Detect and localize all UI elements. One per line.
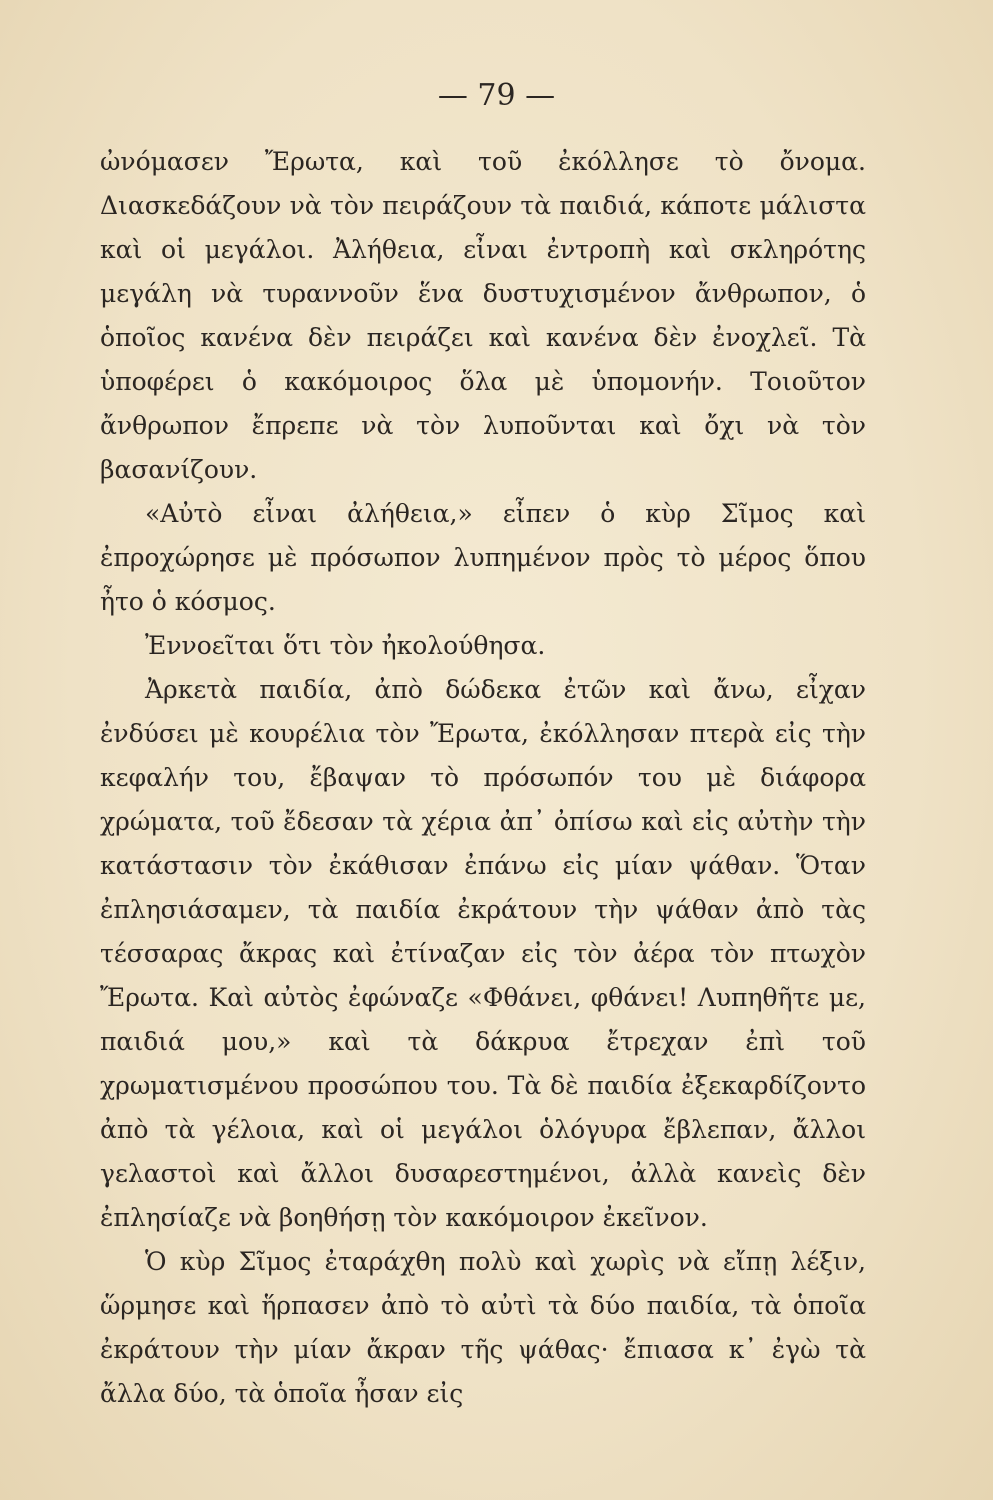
paragraph-continuation: ὠνόμασεν Ἔρωτα, καὶ τοῦ ἐκόλλησε τὸ ὄνομα. Διασκεδάζουν νὰ τὸν πειράζουν τὰ παιδιά, κάποτε μάλιστα καὶ οἱ μεγάλοι. Ἀλήθεια, εἶναι ἐντροπὴ καὶ σκληρότης μεγάλη νὰ τυραννοῦν ἕνα δυστυχισμένον ἄνθρωπον, ὁ ὁποῖος κανένα δὲν πειράζει καὶ κανένα δὲν ἐνοχλεῖ. Τὰ ὑποφέρει ὁ κακόμοιρος ὅλα μὲ ὑπομονήν. Τοιοῦτον ἄνθρωπον ἔπρεπε νὰ τὸν λυποῦνται καὶ ὄχι νὰ τὸν βασανίζουν. [100,147,866,484]
paragraph: «Αὐτὸ εἶναι ἀλήθεια,» εἶπεν ὁ κὺρ Σῖμος καὶ ἐπροχώρησε μὲ πρόσωπον λυπημένον πρὸς τὸ μέρος ὅπου ἦτο ὁ κόσμος. [100,499,866,616]
paragraph: Ἐννοεῖται ὅτι τὸν ἠκολούθησα. [145,631,546,660]
body-text [100,140,866,1416]
paragraph: Ὁ κὺρ Σῖμος ἐταράχθη πολὺ καὶ χωρὶς νὰ εἴπῃ λέξιν, ὥρμησε καὶ ἥρπασεν ἀπὸ τὸ αὐτὶ τὰ δύο παιδία, τὰ ὁποῖα ἐκράτουν τὴν μίαν ἄκραν τῆς ψάθας· ἔπιασα κ᾿ ἐγὼ τὰ ἄλλα δύο, τὰ ὁποῖα ἦσαν εἰς [100,1247,866,1408]
page-number: — 79 — [437,78,556,113]
paragraph: Ἀρκετὰ παιδία, ἀπὸ δώδεκα ἐτῶν καὶ ἄνω, εἶχαν ἐνδύσει μὲ κουρέλια τὸν Ἔρωτα, ἐκόλλησαν πτερὰ εἰς τὴν κεφαλήν του, ἔβαψαν τὸ πρόσωπόν του μὲ διάφορα χρώματα, τοῦ ἔδεσαν τὰ χέρια ἀπ᾿ ὀπίσω καὶ εἰς αὐτὴν τὴν κατάστασιν τὸν ἐκάθισαν ἐπάνω εἰς μίαν ψάθαν. Ὅταν ἐπλησιάσαμεν, τὰ παιδία ἐκράτουν τὴν ψάθαν ἀπὸ τὰς τέσσαρας ἄκρας καὶ ἐτίναζαν εἰς τὸν ἀέρα τὸν πτωχὸν Ἔρωτα. Καὶ αὐτὸς ἐφώναζε «Φθάνει, φθάνει! Λυπηθῆτε με, παιδιά μου,» καὶ τὰ δάκρυα ἔτρεχαν ἐπὶ τοῦ χρωματισμένου προσώπου του. Τὰ δὲ παιδία ἐξεκαρδίζοντο ἀπὸ τὰ γέλοια, καὶ οἱ μεγάλοι ὁλόγυρα ἔβλεπαν, ἄλλοι γελαστοὶ καὶ ἄλλοι δυσαρεστημένοι, ἀλλὰ κανεὶς δὲν ἐπλησίαζε νὰ βοηθήσῃ τὸν κακόμοιρον ἐκεῖνον. [100,675,866,1232]
